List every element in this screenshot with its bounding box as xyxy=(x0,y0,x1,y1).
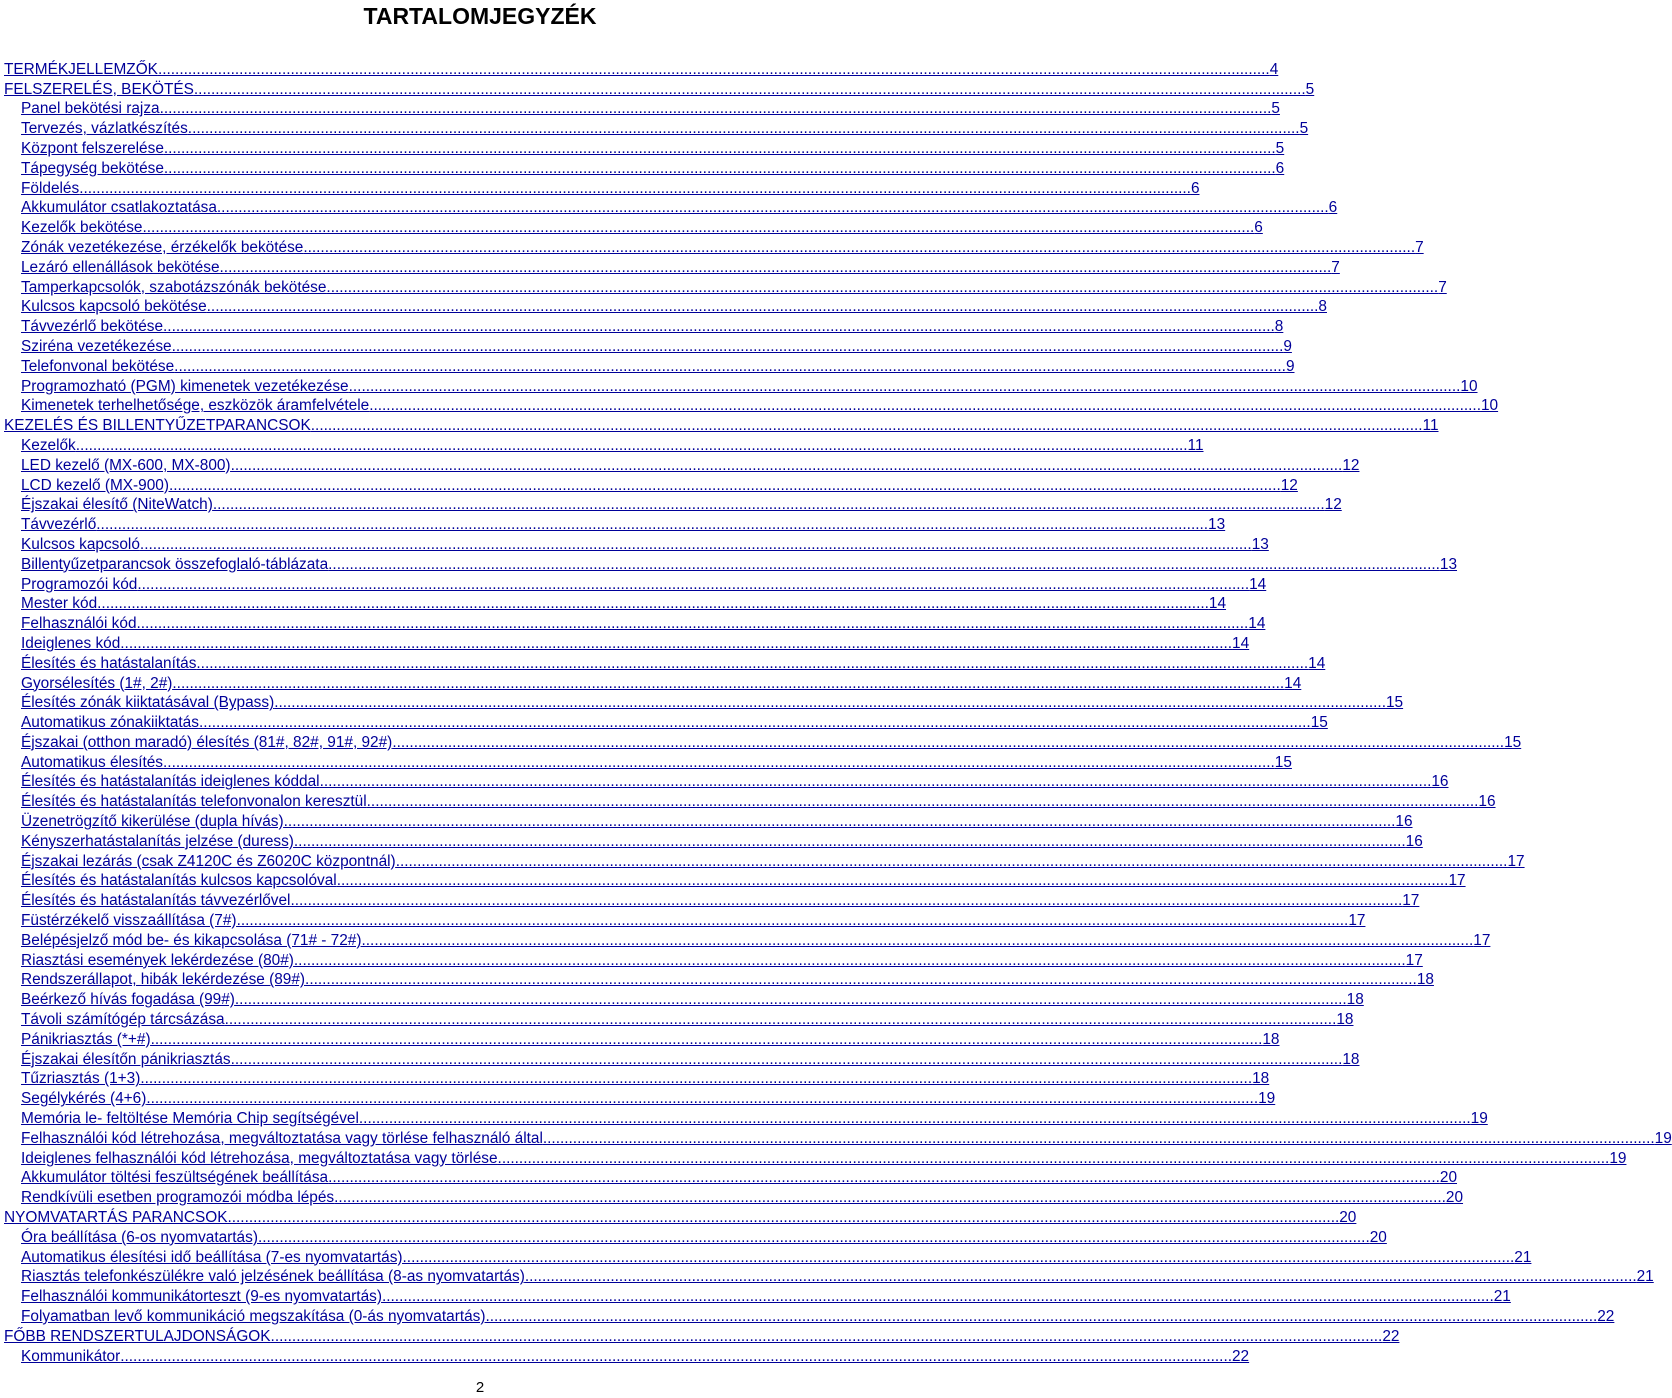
toc-entry-page: 11 xyxy=(1422,417,1439,435)
toc-dot-leader: .................................................................................................................................................................................................................................................................... xyxy=(319,773,1432,791)
toc-dot-leader: .................................................................................................................................................................................................................................................................... xyxy=(283,813,1396,831)
toc-entry-title: Riasztási események lekérdezése (80#) xyxy=(21,951,294,969)
toc-dot-leader: .................................................................................................................................................................................................................................................................... xyxy=(402,1248,1515,1266)
toc-entry-page: 19 xyxy=(1470,1110,1488,1128)
toc-entry[interactable] xyxy=(0,573,1267,593)
toc-entry[interactable] xyxy=(0,1246,1532,1266)
toc-entry-title: Élesítés és hatástalanítás telefonvonalon keresztül xyxy=(21,793,367,811)
toc-entry-page: 7 xyxy=(1331,258,1340,276)
toc-entry[interactable] xyxy=(0,533,1269,553)
toc-entry-title: Kezelők bekötése xyxy=(21,219,143,237)
toc-dot-leader: .................................................................................................................................................................................................................................................................... xyxy=(97,595,1209,613)
toc-entry[interactable] xyxy=(0,692,1404,712)
toc-entry-title: Pánikriasztás (*+#) xyxy=(21,1030,151,1048)
toc-entry-page: 12 xyxy=(1280,476,1298,494)
toc-dot-leader: .................................................................................................................................................................................................................................................................... xyxy=(140,1070,1253,1088)
toc-entry-page: 18 xyxy=(1336,1011,1354,1029)
toc-entry[interactable] xyxy=(0,355,1295,375)
toc-dot-leader: .................................................................................................................................................................................................................................................................... xyxy=(224,1011,1337,1029)
toc-entry-page: 17 xyxy=(1473,931,1491,949)
toc-entry[interactable] xyxy=(0,731,1522,751)
toc-entry[interactable] xyxy=(0,810,1413,831)
toc-entry-page: 10 xyxy=(1480,397,1499,415)
toc-entry-title: Élesítés és hatástalanítás xyxy=(21,654,197,672)
toc-dot-leader: .................................................................................................................................................................................................................................................................... xyxy=(163,159,1276,177)
toc-entry-page: 4 xyxy=(1269,60,1279,78)
toc-dot-leader: .................................................................................................................................................................................................................................................................... xyxy=(230,456,1343,474)
toc-dot-leader: .................................................................................................................................................................................................................................................................... xyxy=(196,654,1309,672)
toc-entry[interactable] xyxy=(0,276,1447,296)
toc-dot-leader: .................................................................................................................................................................................................................................................................... xyxy=(219,258,1332,276)
toc-entry-page: 21 xyxy=(1493,1288,1511,1306)
toc-entry-title: Üzenetrögzítő kikerülése (dupla hívás) xyxy=(21,813,284,831)
toc-entry[interactable] xyxy=(0,909,1366,930)
toc-entry-page: 5 xyxy=(1271,100,1280,118)
toc-entry-title: Óra beállítása (6-os nyomvatartás) xyxy=(21,1228,258,1246)
toc-entry-page: 19 xyxy=(1654,1129,1672,1147)
toc-dot-leader: .................................................................................................................................................................................................................................................................... xyxy=(257,1228,1370,1246)
toc-entry[interactable] xyxy=(0,296,1327,316)
toc-dot-leader: .................................................................................................................................................................................................................................................................... xyxy=(139,535,1252,553)
toc-entry-title: Kényszerhatástalanítás jelzése (duress) xyxy=(21,832,294,850)
toc-entry[interactable] xyxy=(0,1068,1270,1088)
toc-dot-leader: .................................................................................................................................................................................................................................................................... xyxy=(293,832,1406,850)
toc-entry-page: 16 xyxy=(1405,832,1423,850)
toc-entry[interactable] xyxy=(0,1226,1387,1246)
toc-entry-page: 16 xyxy=(1431,773,1449,791)
toc-entry-title: Beérkező hívás fogadása (99#) xyxy=(21,991,235,1009)
toc-dot-leader: .................................................................................................................................................................................................................................................................... xyxy=(334,1189,1446,1207)
toc-entry[interactable] xyxy=(0,1206,1357,1227)
toc-entry[interactable] xyxy=(0,1127,1672,1147)
toc-dot-leader: .................................................................................................................................................................................................................................................................... xyxy=(193,80,1306,98)
toc-entry-title: Éjszakai élesítő (NiteWatch) xyxy=(21,496,213,514)
toc-entry-page: 13 xyxy=(1208,516,1226,534)
toc-dot-leader: .................................................................................................................................................................................................................................................................... xyxy=(270,1327,1383,1345)
toc-entry-title: Kezelők xyxy=(21,436,76,454)
toc-dot-leader: .................................................................................................................................................................................................................................................................... xyxy=(305,971,1417,989)
toc-dot-leader: .................................................................................................................................................................................................................................................................... xyxy=(79,179,1191,197)
toc-entry-title: Tervezés, vázlatkészítés xyxy=(21,120,188,138)
toc-entry-page: 18 xyxy=(1342,1050,1360,1068)
toc-entry-title: NYOMVATARTÁS PARANCSOK xyxy=(4,1209,228,1227)
toc-dot-leader: .................................................................................................................................................................................................................................................................... xyxy=(485,1308,1598,1325)
toc-entry[interactable] xyxy=(0,632,1250,652)
toc-entry-title: Felhasználói kód létrehozása, megváltoztatása vagy törlése felhasználó által xyxy=(21,1129,543,1147)
toc-entry[interactable] xyxy=(0,414,1439,435)
toc-entry-title: KEZELÉS ÉS BILLENTYŰZETPARANCSOK xyxy=(4,417,311,435)
toc-entry-title: Élesítés és hatástalanítás távvezérlővel xyxy=(21,892,291,910)
toc-entry-title: Akkumulátor töltési feszültségének beállítása xyxy=(21,1169,329,1187)
toc-entry[interactable] xyxy=(0,236,1424,256)
toc-dot-leader: .................................................................................................................................................................................................................................................................... xyxy=(234,991,1347,1009)
toc-entry[interactable] xyxy=(0,830,1423,850)
toc-dot-leader: .................................................................................................................................................................................................................................................................... xyxy=(172,674,1285,692)
toc-entry[interactable] xyxy=(0,157,1285,177)
toc-dot-leader: .................................................................................................................................................................................................................................................................... xyxy=(542,1129,1655,1147)
toc-entry-title: Mester kód xyxy=(21,595,98,613)
toc-entry[interactable] xyxy=(0,553,1458,573)
toc-entry-title: FELSZERELÉS, BEKÖTÉS xyxy=(4,80,194,98)
toc-entry-title: Távvezérlő xyxy=(21,516,97,534)
page-title: TARTALOMJEGYZÉK xyxy=(363,3,597,29)
toc-entry-page: 18 xyxy=(1416,971,1434,989)
toc-entry-title: Panel bekötési rajza xyxy=(21,100,160,118)
toc-dot-leader: .................................................................................................................................................................................................................................................................... xyxy=(174,357,1286,375)
toc-entry-page: 8 xyxy=(1274,318,1284,336)
toc-entry-page: 17 xyxy=(1448,872,1466,890)
toc-entry-title: Telefonvonal bekötése xyxy=(21,357,175,375)
toc-entry[interactable] xyxy=(0,593,1227,613)
toc-entry-title: Programozható (PGM) kimenetek vezetékezése xyxy=(21,377,349,395)
toc-entry[interactable] xyxy=(0,1305,1615,1325)
toc-entry[interactable] xyxy=(0,672,1302,692)
toc-dot-leader: .................................................................................................................................................................................................................................................................... xyxy=(392,733,1505,751)
toc-entry-page: 18 xyxy=(1252,1070,1270,1088)
toc-entry-title: Gyorsélesítés (1#, 2#) xyxy=(21,674,173,692)
toc-dot-leader: .................................................................................................................................................................................................................................................................... xyxy=(236,912,1349,930)
toc-entry-title: Sziréna vezetékezése xyxy=(21,337,172,355)
toc-entry-title: Kulcsos kapcsoló xyxy=(21,535,140,553)
toc-entry[interactable] xyxy=(0,790,1496,811)
toc-dot-leader: .................................................................................................................................................................................................................................................................... xyxy=(336,872,1449,890)
toc-entry-title: Élesítés és hatástalanítás kulcsos kapcsolóval xyxy=(21,872,337,890)
toc-entry-page: 14 xyxy=(1248,615,1266,633)
toc-entry-title: Éjszakai lezárás (csak Z4120C és Z6020C központnál) xyxy=(21,852,396,870)
toc-entry-title: Kulcsos kapcsoló bekötése xyxy=(21,298,207,316)
toc-entry-page: 12 xyxy=(1342,456,1360,474)
table-of-contents xyxy=(0,58,1672,1365)
toc-entry-page: 21 xyxy=(1636,1268,1654,1286)
toc-dot-leader: .................................................................................................................................................................................................................................................................... xyxy=(163,318,1275,336)
toc-entry-page: 17 xyxy=(1507,852,1525,870)
toc-entry[interactable] xyxy=(0,988,1364,1009)
toc-entry-page: 19 xyxy=(1609,1149,1627,1167)
toc-dot-leader: .................................................................................................................................................................................................................................................................... xyxy=(146,1090,1259,1108)
toc-entry-title: LED kezelő (MX-600, MX-800) xyxy=(21,456,231,474)
toc-entry[interactable] xyxy=(0,494,1342,514)
toc-entry-title: Rendszerállapot, hibák lekérdezése (89#) xyxy=(21,971,306,989)
toc-dot-leader: .................................................................................................................................................................................................................................................................... xyxy=(171,337,1284,355)
toc-entry[interactable] xyxy=(0,1048,1360,1068)
toc-entry[interactable] xyxy=(0,315,1284,336)
toc-entry-page: 18 xyxy=(1346,991,1364,1009)
toc-entry[interactable] xyxy=(0,78,1315,98)
toc-dot-leader: .................................................................................................................................................................................................................................................................... xyxy=(216,199,1329,217)
toc-entry-page: 20 xyxy=(1445,1189,1464,1207)
toc-entry-page: 8 xyxy=(1318,298,1327,316)
toc-entry-page: 19 xyxy=(1258,1090,1276,1108)
toc-dot-leader: .................................................................................................................................................................................................................................................................... xyxy=(381,1288,1494,1306)
toc-entry-page: 12 xyxy=(1324,496,1342,514)
toc-dot-leader: .................................................................................................................................................................................................................................................................... xyxy=(348,377,1461,395)
toc-entry-page: 21 xyxy=(1514,1248,1532,1266)
toc-dot-leader: .................................................................................................................................................................................................................................................................... xyxy=(395,852,1508,870)
toc-entry[interactable] xyxy=(0,98,1280,118)
toc-entry[interactable] xyxy=(0,1186,1464,1207)
toc-entry[interactable] xyxy=(0,969,1434,989)
toc-dot-leader: .................................................................................................................................................................................................................................................................... xyxy=(303,238,1416,256)
toc-entry-page: 18 xyxy=(1262,1030,1280,1048)
toc-entry-page: 14 xyxy=(1284,674,1302,692)
toc-entry-title: Tamperkapcsolók, szabotázszónák bekötése xyxy=(21,278,327,296)
toc-entry-page: 14 xyxy=(1232,634,1250,652)
toc-entry-title: Távvezérlő bekötése xyxy=(21,318,164,336)
toc-dot-leader: .................................................................................................................................................................................................................................................................... xyxy=(150,1030,1263,1048)
toc-entry[interactable] xyxy=(0,335,1292,355)
toc-entry[interactable] xyxy=(0,949,1423,969)
toc-entry[interactable] xyxy=(0,177,1200,197)
toc-dot-leader: .................................................................................................................................................................................................................................................................... xyxy=(137,575,1250,593)
toc-entry-title: Központ felszerelése xyxy=(21,139,164,157)
toc-dot-leader: .................................................................................................................................................................................................................................................................... xyxy=(497,1149,1610,1167)
toc-dot-leader: .................................................................................................................................................................................................................................................................... xyxy=(96,516,1209,534)
toc-dot-leader: .................................................................................................................................................................................................................................................................... xyxy=(159,100,1272,118)
toc-dot-leader: .................................................................................................................................................................................................................................................................... xyxy=(366,793,1479,811)
toc-entry-page: 11 xyxy=(1187,436,1204,454)
toc-dot-leader: .................................................................................................................................................................................................................................................................... xyxy=(212,496,1325,514)
toc-entry-page: 13 xyxy=(1251,535,1269,553)
toc-entry-title: Füstérzékelő visszaállítása (7#) xyxy=(21,912,237,930)
toc-entry-title: Felhasználói kommunikátorteszt (9-es nyomvatartás) xyxy=(21,1288,382,1306)
toc-entry[interactable] xyxy=(0,1107,1488,1128)
page-number: 2 xyxy=(475,1379,485,1396)
toc-dot-leader: .................................................................................................................................................................................................................................................................... xyxy=(290,892,1403,910)
toc-entry-title: TERMÉKJELLEMZŐK xyxy=(4,60,158,78)
toc-dot-leader: .................................................................................................................................................................................................................................................................... xyxy=(358,1110,1471,1128)
toc-entry-title: Távoli számítógép tárcsázása xyxy=(21,1011,225,1029)
toc-entry[interactable] xyxy=(0,1087,1276,1108)
toc-entry-page: 6 xyxy=(1275,159,1285,177)
toc-entry-title: Élesítés és hatástalanítás ideiglenes kóddal xyxy=(21,773,320,791)
toc-entry-page: 6 xyxy=(1254,219,1263,237)
toc-dot-leader: .................................................................................................................................................................................................................................................................... xyxy=(136,615,1249,633)
toc-entry[interactable] xyxy=(0,434,1204,454)
toc-entry-title: Segélykérés (4+6) xyxy=(21,1090,147,1108)
toc-entry-title: Földelés xyxy=(21,179,80,197)
toc-entry[interactable] xyxy=(0,454,1360,474)
toc-dot-leader: .................................................................................................................................................................................................................................................................... xyxy=(274,694,1386,712)
toc-entry-page: 22 xyxy=(1382,1327,1400,1345)
toc-entry-page: 15 xyxy=(1504,733,1522,751)
toc-entry-page: 14 xyxy=(1249,575,1267,593)
toc-entry-title: Folyamatban levő kommunikáció megszakítása (0-ás nyomvatartás) xyxy=(21,1308,486,1325)
toc-entry-title: Rendkívüli esetben programozói módba lépés xyxy=(21,1189,335,1207)
toc-entry[interactable] xyxy=(0,751,1292,771)
toc-entry[interactable] xyxy=(0,612,1266,633)
toc-dot-leader: .................................................................................................................................................................................................................................................................... xyxy=(227,1209,1340,1227)
toc-entry[interactable] xyxy=(0,929,1491,949)
toc-dot-leader: .................................................................................................................................................................................................................................................................... xyxy=(230,1050,1343,1068)
toc-entry[interactable] xyxy=(0,652,1326,672)
toc-dot-leader: .................................................................................................................................................................................................................................................................... xyxy=(163,753,1275,771)
toc-entry-title: Ideiglenes kód xyxy=(21,634,121,652)
toc-dot-leader: .................................................................................................................................................................................................................................................................... xyxy=(206,298,1319,316)
toc-entry-page: 17 xyxy=(1348,912,1366,930)
toc-entry-title: Billentyűzetparancsok összefoglaló-táblázata xyxy=(21,555,329,573)
toc-entry[interactable] xyxy=(0,375,1478,395)
toc-entry-title: Tűzriasztás (1+3) xyxy=(21,1070,141,1088)
toc-dot-leader: .................................................................................................................................................................................................................................................................... xyxy=(75,436,1188,454)
toc-entry-page: 20 xyxy=(1439,1169,1458,1187)
toc-entry-page: 15 xyxy=(1310,714,1328,732)
toc-entry-title: FŐBB RENDSZERTULAJDONSÁGOK xyxy=(4,1327,271,1345)
toc-dot-leader: .................................................................................................................................................................................................................................................................... xyxy=(142,219,1255,237)
toc-entry-page: 13 xyxy=(1439,555,1458,573)
toc-entry[interactable] xyxy=(0,1325,1400,1345)
toc-entry-page: 22 xyxy=(1597,1308,1615,1325)
toc-entry[interactable] xyxy=(0,1266,1654,1286)
toc-entry-page: 15 xyxy=(1274,753,1292,771)
toc-entry-page: 10 xyxy=(1460,377,1478,395)
toc-entry-page: 9 xyxy=(1283,337,1292,355)
toc-entry-page: 15 xyxy=(1385,694,1404,712)
toc-dot-leader: .................................................................................................................................................................................................................................................................... xyxy=(187,120,1300,138)
toc-entry-title: Memória le- feltöltése Memória Chip segítségével xyxy=(21,1110,359,1128)
toc-dot-leader: .................................................................................................................................................................................................................................................................... xyxy=(198,714,1311,732)
toc-entry-page: 5 xyxy=(1275,139,1285,157)
toc-dot-leader: .................................................................................................................................................................................................................................................................... xyxy=(328,1169,1440,1187)
toc-entry-page: 6 xyxy=(1190,179,1200,197)
toc-entry[interactable] xyxy=(0,1167,1458,1187)
toc-entry-title: Ideiglenes felhasználói kód létrehozása, megváltoztatása vagy törlése xyxy=(21,1149,498,1167)
toc-entry-title: Programozói kód xyxy=(21,575,138,593)
toc-entry-page: 20 xyxy=(1339,1209,1357,1227)
toc-entry-page: 14 xyxy=(1208,595,1227,613)
toc-entry-page: 17 xyxy=(1402,892,1420,910)
toc-entry-page: 14 xyxy=(1308,654,1326,672)
toc-dot-leader: .................................................................................................................................................................................................................................................................... xyxy=(168,476,1281,494)
toc-entry-title: LCD kezelő (MX-900) xyxy=(21,476,169,494)
toc-dot-leader: .................................................................................................................................................................................................................................................................... xyxy=(120,1347,1232,1365)
toc-entry-page: 7 xyxy=(1415,238,1424,256)
toc-entry[interactable] xyxy=(0,1147,1627,1167)
toc-entry[interactable] xyxy=(0,870,1466,890)
toc-dot-leader: .................................................................................................................................................................................................................................................................... xyxy=(369,397,1481,415)
toc-entry[interactable] xyxy=(0,395,1499,415)
toc-entry[interactable] xyxy=(0,513,1226,534)
toc-dot-leader: .................................................................................................................................................................................................................................................................... xyxy=(310,417,1423,435)
toc-entry[interactable] xyxy=(0,58,1279,78)
toc-entry-page: 5 xyxy=(1299,120,1309,138)
toc-entry[interactable] xyxy=(0,117,1309,138)
toc-entry[interactable] xyxy=(0,216,1263,237)
toc-dot-leader: .................................................................................................................................................................................................................................................................... xyxy=(328,555,1440,573)
toc-dot-leader: .................................................................................................................................................................................................................................................................... xyxy=(361,931,1474,949)
toc-entry[interactable] xyxy=(0,850,1525,870)
toc-entry-title: Automatikus élesítési idő beállítása (7-es nyomvatartás) xyxy=(21,1248,403,1266)
toc-entry[interactable] xyxy=(0,137,1285,157)
toc-entry[interactable] xyxy=(0,771,1449,791)
toc-entry-page: 7 xyxy=(1438,278,1447,296)
toc-entry-page: 22 xyxy=(1232,1347,1250,1365)
toc-entry-title: Automatikus zónakiiktatás xyxy=(21,714,199,732)
toc-entry-page: 5 xyxy=(1305,80,1315,98)
toc-entry[interactable] xyxy=(0,1345,1250,1365)
toc-entry[interactable] xyxy=(0,889,1420,910)
toc-entry-title: Akkumulátor csatlakoztatása xyxy=(21,199,217,217)
toc-entry[interactable] xyxy=(0,1028,1280,1048)
toc-entry-page: 16 xyxy=(1395,813,1413,831)
toc-dot-leader: .................................................................................................................................................................................................................................................................... xyxy=(120,634,1233,652)
toc-entry[interactable] xyxy=(0,197,1338,217)
toc-entry-title: Felhasználói kód xyxy=(21,615,137,633)
toc-dot-leader: .................................................................................................................................................................................................................................................................... xyxy=(524,1268,1637,1286)
toc-entry-title: Kommunikátor xyxy=(21,1347,121,1365)
toc-entry-page: 17 xyxy=(1405,951,1423,969)
toc-entry[interactable] xyxy=(0,1008,1354,1029)
toc-dot-leader: .................................................................................................................................................................................................................................................................... xyxy=(157,60,1270,78)
toc-entry-title: Riasztás telefonkészülékre való jelzésének beállítása (8-as nyomvatartás) xyxy=(21,1268,525,1286)
toc-entry[interactable] xyxy=(0,474,1298,494)
toc-entry[interactable] xyxy=(0,711,1328,732)
toc-dot-leader: .................................................................................................................................................................................................................................................................... xyxy=(293,951,1406,969)
toc-entry-page: 6 xyxy=(1328,199,1338,217)
toc-entry-title: Lezáró ellenállások bekötése xyxy=(21,258,220,276)
toc-entry[interactable] xyxy=(0,1285,1511,1306)
toc-dot-leader: .................................................................................................................................................................................................................................................................... xyxy=(326,278,1439,296)
toc-entry-title: Élesítés zónák kiiktatásával (Bypass) xyxy=(21,694,275,712)
toc-entry[interactable] xyxy=(0,256,1340,276)
toc-entry-title: Automatikus élesítés xyxy=(21,753,164,771)
toc-entry-title: Éjszakai élesítőn pánikriasztás xyxy=(21,1050,231,1068)
toc-entry-title: Tápegység bekötése xyxy=(21,159,164,177)
toc-entry-page: 9 xyxy=(1285,357,1295,375)
toc-entry-title: Belépésjelző mód be- és kikapcsolása (71# - 72#) xyxy=(21,931,362,949)
toc-dot-leader: .................................................................................................................................................................................................................................................................... xyxy=(163,139,1276,157)
toc-entry-title: Éjszakai (otthon maradó) élesítés (81#, 82#, 91#, 92#) xyxy=(21,733,393,751)
toc-entry-title: Zónák vezetékezése, érzékelők bekötése xyxy=(21,238,304,256)
toc-entry-title: Kimenetek terhelhetősége, eszközök áramfelvétele xyxy=(21,397,370,415)
toc-entry-page: 20 xyxy=(1369,1228,1387,1246)
toc-entry-page: 16 xyxy=(1478,793,1496,811)
